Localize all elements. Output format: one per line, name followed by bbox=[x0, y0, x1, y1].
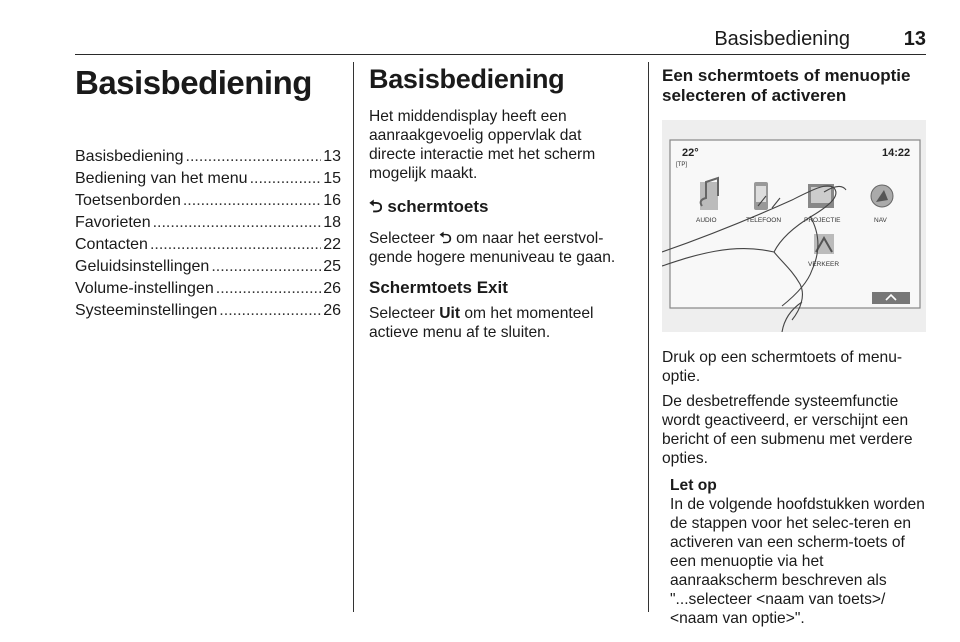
toc-entry-page: 13 bbox=[323, 148, 341, 165]
toc-leader-dots bbox=[216, 278, 321, 300]
toc-entry[interactable] bbox=[75, 146, 341, 168]
select-heading: Een schermtoets of menuoptie selecteren of activeren bbox=[662, 66, 911, 105]
toc-entry-page: 18 bbox=[323, 214, 341, 231]
back-arrow-icon: ⮌ bbox=[439, 230, 452, 247]
touchscreen-photo bbox=[662, 120, 926, 332]
nav-icon bbox=[871, 185, 893, 207]
screen-up-button bbox=[872, 292, 910, 304]
toc-leader-dots bbox=[219, 300, 321, 322]
toc-entry[interactable] bbox=[75, 234, 341, 256]
toc-leader-dots bbox=[153, 212, 322, 234]
toc-entry-title: Geluidsinstellingen bbox=[75, 258, 210, 275]
toc-entry[interactable] bbox=[75, 278, 341, 300]
press-paragraph: Druk op een schermtoets of menu-optie. bbox=[662, 349, 903, 385]
note-body: In de volgende hoofdstukken worden de stappen voor het selec-teren en activeren van een scherm-toets of een menuoptie via het aanraakscherm beschreven als "...selecteer <naam van toets>/ <naam van optie>". bbox=[670, 496, 925, 627]
result-paragraph: De desbetreffende systeemfunctie wordt geactiveerd, er verschijnt een bericht of een submenu met verdere opties. bbox=[662, 393, 913, 467]
header-section-title: Basisbediening bbox=[714, 28, 850, 50]
note-box bbox=[670, 476, 926, 628]
toc-entry[interactable] bbox=[75, 212, 341, 234]
back-button-paragraph bbox=[369, 229, 631, 267]
icon-label-phone: TELEFOON bbox=[746, 217, 782, 224]
toc-entry[interactable] bbox=[75, 190, 341, 212]
toc-entry-title: Basisbediening bbox=[75, 148, 184, 165]
toc-entry[interactable] bbox=[75, 256, 341, 278]
intro-paragraph: Het middendisplay heeft een aanraakgevoelig oppervlak dat directe interactie met het scherm mogelijk maakt. bbox=[369, 108, 596, 182]
toc-entry-page: 26 bbox=[323, 302, 341, 319]
back-text-start: Selecteer bbox=[369, 230, 435, 247]
toc-entry-title: Contacten bbox=[75, 236, 148, 253]
toc-entry[interactable] bbox=[75, 168, 341, 190]
screen-time: 14:22 bbox=[882, 147, 911, 159]
toc-entry-page: 15 bbox=[323, 170, 341, 187]
toc-leader-dots bbox=[186, 146, 322, 168]
exit-button-paragraph bbox=[369, 304, 631, 342]
back-heading-label: schermtoets bbox=[387, 197, 489, 216]
toc-entry-page: 25 bbox=[323, 258, 341, 275]
chapter-title: Basisbediening bbox=[75, 64, 312, 101]
toc-entry-title: Bediening van het menu bbox=[75, 170, 248, 187]
screen-temp: 22° bbox=[682, 147, 699, 159]
back-text-end: om naar het eerstvol-gende hogere menuniveau te gaan. bbox=[369, 230, 616, 266]
audio-icon bbox=[700, 178, 718, 210]
toc-entry-title: Favorieten bbox=[75, 214, 151, 231]
table-of-contents bbox=[75, 146, 341, 322]
column-divider bbox=[648, 62, 649, 612]
section-column bbox=[369, 62, 631, 353]
projection-icon bbox=[808, 184, 834, 208]
note-title: Let op bbox=[670, 477, 717, 494]
exit-keyword: Uit bbox=[439, 305, 461, 322]
chapter-column bbox=[75, 62, 341, 322]
toc-leader-dots bbox=[250, 168, 322, 190]
toc-leader-dots bbox=[183, 190, 321, 212]
back-button-heading bbox=[369, 194, 631, 223]
toc-entry-page: 26 bbox=[323, 280, 341, 297]
toc-entry-title: Systeeminstellingen bbox=[75, 302, 218, 319]
toc-entry-title: Toetsenborden bbox=[75, 192, 181, 209]
page-header bbox=[75, 28, 926, 55]
toc-entry[interactable] bbox=[75, 300, 341, 322]
exit-text-start: Selecteer bbox=[369, 305, 435, 322]
back-arrow-icon: ⮌ bbox=[369, 197, 383, 216]
toc-entry-page: 22 bbox=[323, 236, 341, 253]
toc-leader-dots bbox=[211, 256, 321, 278]
screen-tp: [TP] bbox=[676, 162, 688, 168]
toc-entry-title: Volume-instellingen bbox=[75, 280, 214, 297]
toc-entry-page: 16 bbox=[323, 192, 341, 209]
icon-label-traffic: VERKEER bbox=[808, 261, 840, 268]
exit-button-heading: Schermtoets Exit bbox=[369, 278, 508, 297]
icon-label-audio: AUDIO bbox=[696, 217, 717, 224]
icon-label-projection: PROJECTIE bbox=[804, 217, 841, 224]
toc-leader-dots bbox=[150, 234, 321, 256]
section-title: Basisbediening bbox=[369, 64, 565, 94]
select-column bbox=[662, 62, 926, 628]
exit-text-end: om het momenteel actieve menu af te sluiten. bbox=[369, 305, 594, 341]
display-screen bbox=[670, 140, 920, 308]
column-divider bbox=[353, 62, 354, 612]
icon-label-nav: NAV bbox=[874, 217, 887, 224]
page-number: 13 bbox=[903, 28, 926, 50]
